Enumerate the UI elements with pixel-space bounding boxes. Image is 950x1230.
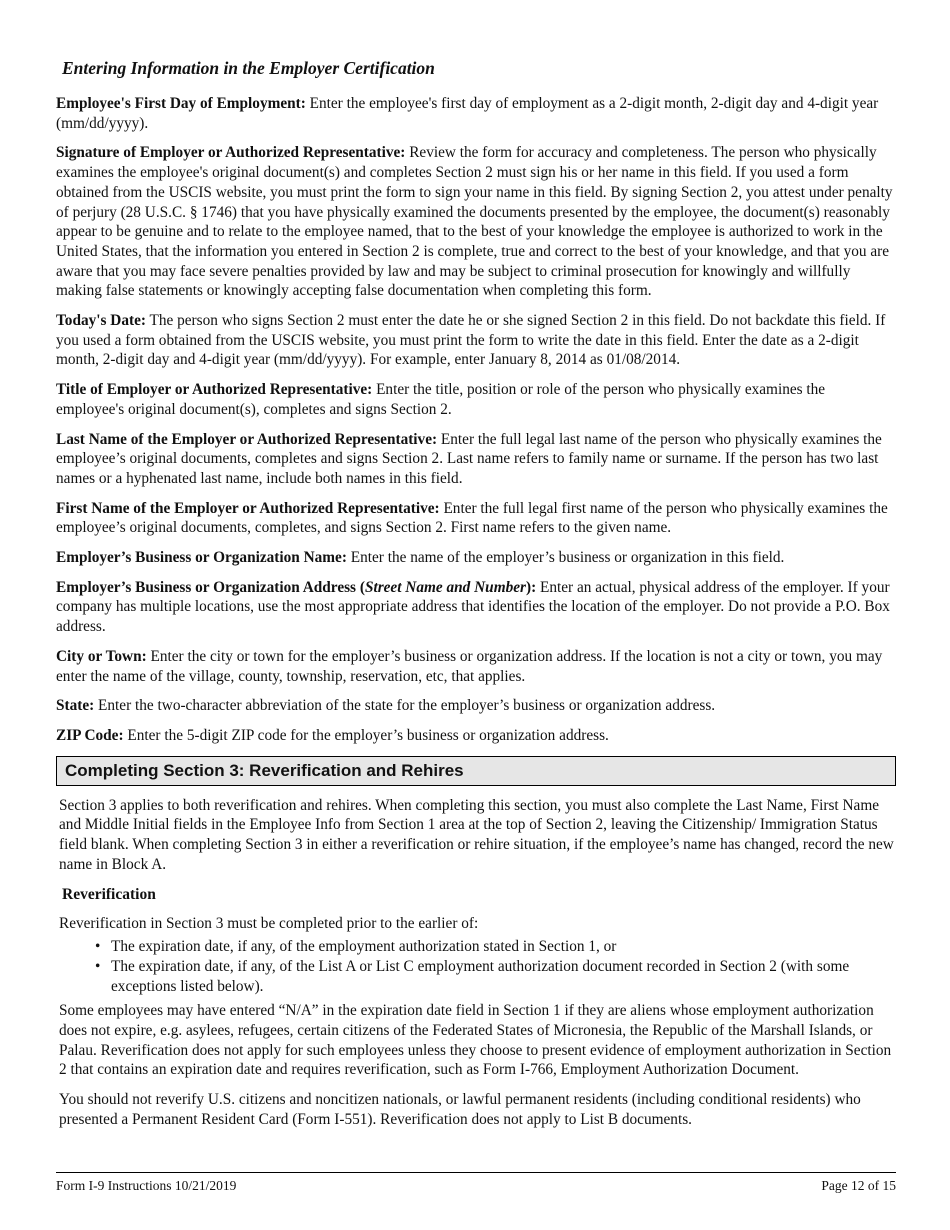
field-zip (56, 726, 896, 746)
page-footer (56, 1178, 896, 1194)
label-start: Employer’s Business or Organization Address ( (56, 578, 365, 596)
field-text: Enter the name of the employer’s business or organization in this field. (346, 549, 785, 567)
field-label: City or Town: (56, 647, 147, 665)
section3-para-na: Some employees may have entered “N/A” in the expiration date field in Section 1 if they are aliens whose employment authorization does not expire, e.g. asylees, refugees, certain citizens of the Federated States of Micronesia, the Republic of the Marshall Islands, or Palau. Reverification does not apply for such employees unless they choose to present evidence of employment authorization in Section 2 that contains an expiration date and requires reverification, such as Form I-766, Employment Authorization Document. (59, 1002, 892, 1079)
field-label: Employee's First Day of Employment: (56, 95, 306, 112)
bullet-icon: • (95, 938, 101, 956)
section-heading: Entering Information in the Employer Certification (62, 58, 435, 78)
list-item (95, 957, 896, 996)
field-first-day (56, 94, 896, 133)
field-text: Enter the 5-digit ZIP code for the employer’s business or organization address. (123, 726, 609, 744)
field-text: Enter an actual, physical address of the employer. If your company has multiple locations, use the most appropriate address that identifies the location of the employer. Do not provide a P.O. Box address. (56, 578, 890, 636)
section3-para-citizens: You should not reverify U.S. citizens and noncitizen nationals, or lawful permanent residents (including conditional residents) who presented a Permanent Resident Card (Form I-551). Reverification does not apply to List B documents. (59, 1091, 861, 1128)
footer-form-id: Form I-9 Instructions 10/21/2019 (56, 1178, 237, 1193)
field-label: Last Name of the Employer or Authorized Representative: (56, 430, 438, 448)
reverification-subheading: Reverification (62, 885, 156, 903)
field-text: Enter the full legal first name of the person who physically examines the employee’s original documents, completes, and signs Section 2. First name refers to the given name. (56, 499, 888, 537)
list-item-text: The expiration date, if any, of the List A or List C employment authorization document recorded in Section 2 (with some exceptions listed below). (111, 957, 850, 995)
field-state (56, 696, 896, 716)
field-text: Enter the city or town for the employer’s business or organization address. If the location is not a city or town, you may enter the name of the village, county, township, reservation, etc, that applies. (56, 647, 883, 685)
reverification-list (59, 937, 896, 996)
field-label: Employer’s Business or Organization Name: (56, 549, 347, 567)
field-text: The person who signs Section 2 must enter the date he or she signed Section 2 in this field. Do not backdate this field. If you used a form obtained from the USCIS website, you must print the form to write the date in this field. Enter the date as a 2-digit month, 2-digit day and 4-digit year (mm/dd/yyyy). For example, enter January 8, 2014 as 01/08/2014. (56, 312, 886, 369)
field-last-name (56, 430, 896, 489)
field-label: Signature of Employer or Authorized Representative: (56, 144, 406, 162)
field-label: Today's Date: (56, 312, 146, 330)
field-city (56, 647, 896, 686)
footer-divider (56, 1172, 896, 1173)
field-label: ZIP Code: (56, 726, 124, 744)
section3-header: Completing Section 3: Reverification and Rehires (56, 756, 896, 786)
field-business-address (56, 578, 896, 637)
field-text: Review the form for accuracy and completeness. The person who physically examines the employee's original document(s) and completes Section 2 must sign his or her name in this field. If you used a form obtained from the USCIS website, you must print the form to sign your name in this field. By signing Section 2, you attest under penalty of perjury (28 U.S.C. § 1746) that you have physically examined the documents presented by the employee, the document(s) reasonably appear to be genuine and to relate to the employee named, that to the best of your knowledge the employee is authorized to work in the United States, that the information you entered in Section 2 is complete, true and correct to the best of your knowledge, and that you are aware that you may face severe penalties provided by law and may be subject to criminal prosecution for knowingly and willfully making false statements or knowingly accepting false documentation when completing this form. (56, 144, 893, 300)
section3-intro: Section 3 applies to both reverification and rehires. When completing this section, you must also complete the Last Name, First Name and Middle Initial fields in the Employee Info from Section 1 area at the top of Section 2, leaving the Citizenship/ Immigration Status field blank. When completing Section 3 in either a reverification or rehire situation, if the employee’s name has changed, record the new name in Block A. (59, 796, 894, 873)
page-content (56, 56, 896, 1140)
field-text: Enter the full legal last name of the person who physically examines the employee’s original documents, completes and signs Section 2. Last name refers to family name or surname. If the person has two last names or a hyphenated last name, include both names in this field. (56, 430, 882, 487)
footer-page-number: Page 12 of 15 (821, 1178, 896, 1193)
label-end: ): (525, 578, 537, 596)
reverification-lead: Reverification in Section 3 must be completed prior to the earlier of: (59, 914, 479, 932)
list-item-text: The expiration date, if any, of the employment authorization stated in Section 1, or (111, 938, 617, 956)
field-label: State: (56, 697, 95, 715)
list-item (95, 937, 896, 957)
field-text: Enter the title, position or role of the person who physically examines the employee's original document(s), completes and signs Section 2. (56, 381, 826, 418)
field-business-name (56, 548, 896, 568)
field-text: Enter the two-character abbreviation of the state for the employer’s business or organization address. (94, 697, 716, 715)
section3-body (56, 796, 896, 1130)
label-italic: Street Name and Number (364, 578, 526, 596)
field-label (56, 579, 536, 596)
field-label: Title of Employer or Authorized Representative: (56, 381, 373, 399)
field-todays-date (56, 311, 896, 370)
bullet-icon: • (95, 957, 101, 975)
field-text: Enter the employee's first day of employment as a 2-digit month, 2-digit day and 4-digit year (mm/dd/yyyy). (56, 95, 879, 132)
field-signature (56, 143, 896, 301)
field-label: First Name of the Employer or Authorized Representative: (56, 499, 440, 517)
field-first-name (56, 499, 896, 538)
field-title (56, 380, 896, 419)
